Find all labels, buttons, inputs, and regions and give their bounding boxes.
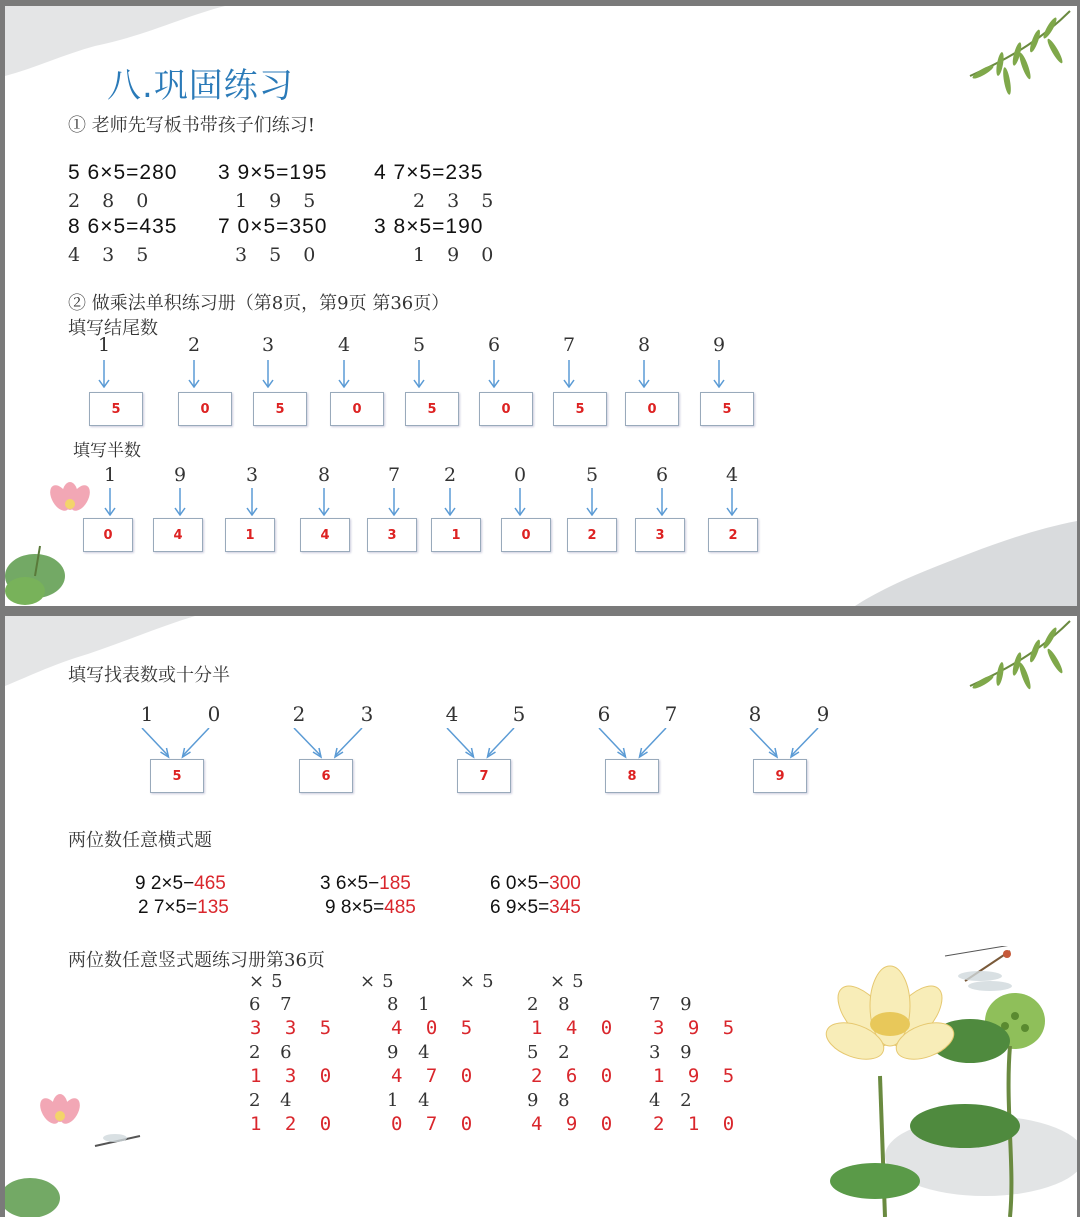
pair-right-digit: 9: [816, 702, 830, 726]
answer-box[interactable]: 8: [605, 759, 659, 793]
input-digit: 3: [261, 334, 275, 356]
product-answer: 3 9 5: [653, 1017, 741, 1039]
down-arrow-icon: [637, 360, 651, 388]
product-answer: 1 2 0: [250, 1113, 338, 1135]
down-arrow-icon: [261, 360, 275, 388]
multiplier-label: ×5: [249, 971, 290, 992]
slide-2: [5, 616, 1077, 1217]
multiplier-label: ×5: [360, 971, 401, 992]
product-answer: 1 3 0: [250, 1065, 338, 1087]
horizontal-equation: 3 6×5−185: [320, 873, 411, 894]
answer-box[interactable]: 0: [178, 392, 232, 426]
product-answer: 4 9 0: [531, 1113, 619, 1135]
input-digit: 7: [562, 334, 576, 356]
answer-box[interactable]: 2: [708, 518, 758, 552]
answer-box[interactable]: 2: [567, 518, 617, 552]
pair-right-digit: 5: [512, 702, 526, 726]
input-digit: 2: [187, 334, 201, 356]
down-arrow-icon: [412, 360, 426, 388]
down-arrow-icon: [387, 488, 401, 516]
section-label: 填写结尾数: [68, 318, 158, 339]
answer-box[interactable]: 0: [479, 392, 533, 426]
multiplicand: 4 2: [649, 1090, 699, 1111]
product-answer: 2 1 0: [653, 1113, 741, 1135]
multiplicand: 1 4: [387, 1090, 437, 1111]
willow-branch-icon: [955, 616, 1075, 721]
down-arrow-icon: [173, 488, 187, 516]
equation-digits: 4 3 5: [68, 244, 157, 266]
input-digit: 5: [585, 464, 599, 486]
converging-arrows-icon: [289, 728, 379, 762]
input-digit: 9: [173, 464, 187, 486]
input-digit: 3: [245, 464, 259, 486]
down-arrow-icon: [513, 488, 527, 516]
down-arrow-icon: [187, 360, 201, 388]
down-arrow-icon: [562, 360, 576, 388]
horizontal-equation: 6 9×5=345: [490, 897, 581, 918]
equation-digits: 2 8 0: [68, 190, 157, 212]
equation: 3 8×5=190: [374, 215, 484, 238]
answer-box[interactable]: 3: [367, 518, 417, 552]
lotus-flower-icon: [5, 1086, 175, 1217]
ink-wash-decoration: [855, 511, 1077, 606]
input-digit: 8: [637, 334, 651, 356]
instruction-text: ② 做乘法单积练习册（第8页，第9页 第36页）: [68, 293, 450, 314]
multiplicand: 2 8: [527, 994, 577, 1015]
willow-branch-icon: [955, 6, 1075, 111]
input-digit: 9: [712, 334, 726, 356]
answer-box[interactable]: 5: [253, 392, 307, 426]
answer-box[interactable]: 6: [299, 759, 353, 793]
dragonfly-icon: [935, 946, 1045, 1016]
down-arrow-icon: [97, 360, 111, 388]
down-arrow-icon: [443, 488, 457, 516]
multiplier-label: ×5: [460, 971, 501, 992]
converging-arrows-icon: [745, 728, 835, 762]
converging-arrows-icon: [137, 728, 227, 762]
down-arrow-icon: [103, 488, 117, 516]
input-digit: 0: [513, 464, 527, 486]
answer-box[interactable]: 9: [753, 759, 807, 793]
answer-box[interactable]: 4: [153, 518, 203, 552]
multiplicand: 5 2: [527, 1042, 577, 1063]
input-digit: 4: [725, 464, 739, 486]
product-answer: 2 6 0: [531, 1065, 619, 1087]
answer-box[interactable]: 5: [150, 759, 204, 793]
pair-right-digit: 7: [664, 702, 678, 726]
multiplicand: 3 9: [649, 1042, 699, 1063]
down-arrow-icon: [712, 360, 726, 388]
horizontal-equation: 9 2×5−465: [135, 873, 226, 894]
answer-box[interactable]: 4: [300, 518, 350, 552]
section-label: 两位数任意横式题: [68, 830, 212, 851]
slide-1: [5, 6, 1077, 606]
input-digit: 5: [412, 334, 426, 356]
horizontal-equation: 9 8×5=485: [325, 897, 416, 918]
input-digit: 1: [103, 464, 117, 486]
equation: 8 6×5=435: [68, 215, 178, 238]
section-label: 两位数任意竖式题练习册第36页: [68, 950, 325, 971]
multiplier-label: ×5: [550, 971, 591, 992]
answer-box[interactable]: 5: [405, 392, 459, 426]
equation: 5 6×5=280: [68, 161, 178, 184]
down-arrow-icon: [245, 488, 259, 516]
pair-left-digit: 1: [140, 702, 154, 726]
product-answer: 0 7 0: [391, 1113, 479, 1135]
multiplicand: 9 8: [527, 1090, 577, 1111]
answer-box[interactable]: 7: [457, 759, 511, 793]
product-answer: 3 3 5: [250, 1017, 338, 1039]
input-digit: 6: [487, 334, 501, 356]
down-arrow-icon: [337, 360, 351, 388]
input-digit: 7: [387, 464, 401, 486]
down-arrow-icon: [317, 488, 331, 516]
down-arrow-icon: [585, 488, 599, 516]
input-digit: 8: [317, 464, 331, 486]
product-answer: 4 7 0: [391, 1065, 479, 1087]
multiplicand: 2 6: [249, 1042, 299, 1063]
answer-box[interactable]: 0: [501, 518, 551, 552]
equation-digits: 3 5 0: [235, 244, 324, 266]
page-title: 八.巩固练习: [107, 66, 294, 106]
answer-box[interactable]: 5: [553, 392, 607, 426]
pair-right-digit: 3: [360, 702, 374, 726]
answer-box[interactable]: 1: [225, 518, 275, 552]
pair-left-digit: 4: [445, 702, 459, 726]
equation-digits: 1 9 5: [235, 190, 324, 212]
multiplicand: 8 1: [387, 994, 437, 1015]
section-label: 填写找表数或十分半: [68, 665, 230, 686]
answer-box[interactable]: 5: [89, 392, 143, 426]
input-digit: 6: [655, 464, 669, 486]
input-digit: 2: [443, 464, 457, 486]
horizontal-equation: 2 7×5=135: [138, 897, 229, 918]
answer-box[interactable]: 3: [635, 518, 685, 552]
answer-box[interactable]: 0: [330, 392, 384, 426]
down-arrow-icon: [487, 360, 501, 388]
multiplicand: 7 9: [649, 994, 699, 1015]
input-digit: 1: [97, 334, 111, 356]
down-arrow-icon: [655, 488, 669, 516]
answer-box[interactable]: 0: [83, 518, 133, 552]
equation-digits: 2 3 5: [413, 190, 502, 212]
pair-left-digit: 6: [597, 702, 611, 726]
product-answer: 1 9 5: [653, 1065, 741, 1087]
down-arrow-icon: [725, 488, 739, 516]
answer-box[interactable]: 5: [700, 392, 754, 426]
product-answer: 1 4 0: [531, 1017, 619, 1039]
product-answer: 4 0 5: [391, 1017, 479, 1039]
multiplicand: 6 7: [249, 994, 299, 1015]
answer-box[interactable]: 1: [431, 518, 481, 552]
multiplicand: 9 4: [387, 1042, 437, 1063]
instruction-text: ① 老师先写板书带孩子们练习!: [68, 115, 315, 136]
input-digit: 4: [337, 334, 351, 356]
converging-arrows-icon: [594, 728, 684, 762]
converging-arrows-icon: [442, 728, 532, 762]
section-label: 填写半数: [73, 441, 141, 461]
equation: 7 0×5=350: [218, 215, 328, 238]
multiplicand: 2 4: [249, 1090, 299, 1111]
answer-box[interactable]: 0: [625, 392, 679, 426]
equation: 4 7×5=235: [374, 161, 484, 184]
equation: 3 9×5=195: [218, 161, 328, 184]
pair-right-digit: 0: [207, 702, 221, 726]
pair-left-digit: 2: [292, 702, 306, 726]
horizontal-equation: 6 0×5−300: [490, 873, 581, 894]
pair-left-digit: 8: [748, 702, 762, 726]
equation-digits: 1 9 0: [413, 244, 502, 266]
